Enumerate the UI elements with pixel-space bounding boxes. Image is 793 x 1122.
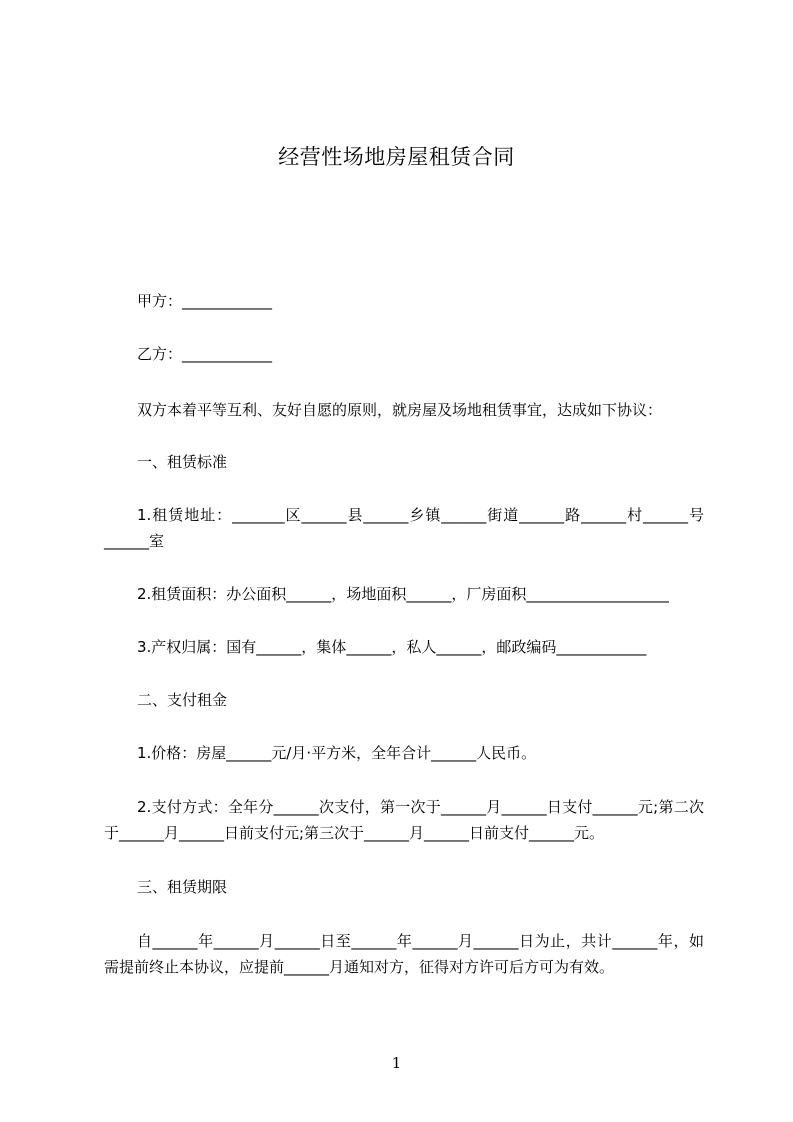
page-title: 经营性场地房屋租赁合同 [278, 145, 515, 169]
section-1-heading: 一、租赁标准 [137, 453, 228, 471]
section-1-item-1: 1.租赁地址：_______区______县______乡镇______街道______路______村______号______室 [104, 506, 704, 550]
section-1-item-2: 2.租赁面积：办公面积______，场地面积______，厂房面积___________________ [137, 585, 669, 603]
section-2-item-1: 1.价格：房屋______元/月·平方米，全年合计______人民币。 [137, 744, 537, 762]
section-2-item-2: 2.支付方式：全年分______次支付，第一次于______月______日支付______元;第二次于______月______日前支付元;第三次于______月______日前支付______元。 [104, 798, 704, 842]
section-1-item-3: 3.产权归属：国有______，集体______，私人______，邮政编码____________ [137, 638, 647, 656]
page-number: 1 [391, 1054, 402, 1072]
section-3-heading: 三、租赁期限 [137, 878, 228, 896]
section-3-body: 自______年______月______日至______年______月______日为止，共计______年，如需提前终止本协议，应提前______月通知对方，征得对方许可后方可为有效。 [104, 932, 704, 976]
party-a-line: 甲方：____________ [137, 292, 273, 310]
party-b-line: 乙方：____________ [137, 345, 273, 363]
section-2-heading: 二、支付租金 [137, 691, 228, 709]
preamble: 双方本着平等互利、友好自愿的原则，就房屋及场地租赁事宜，达成如下协议： [137, 401, 663, 419]
